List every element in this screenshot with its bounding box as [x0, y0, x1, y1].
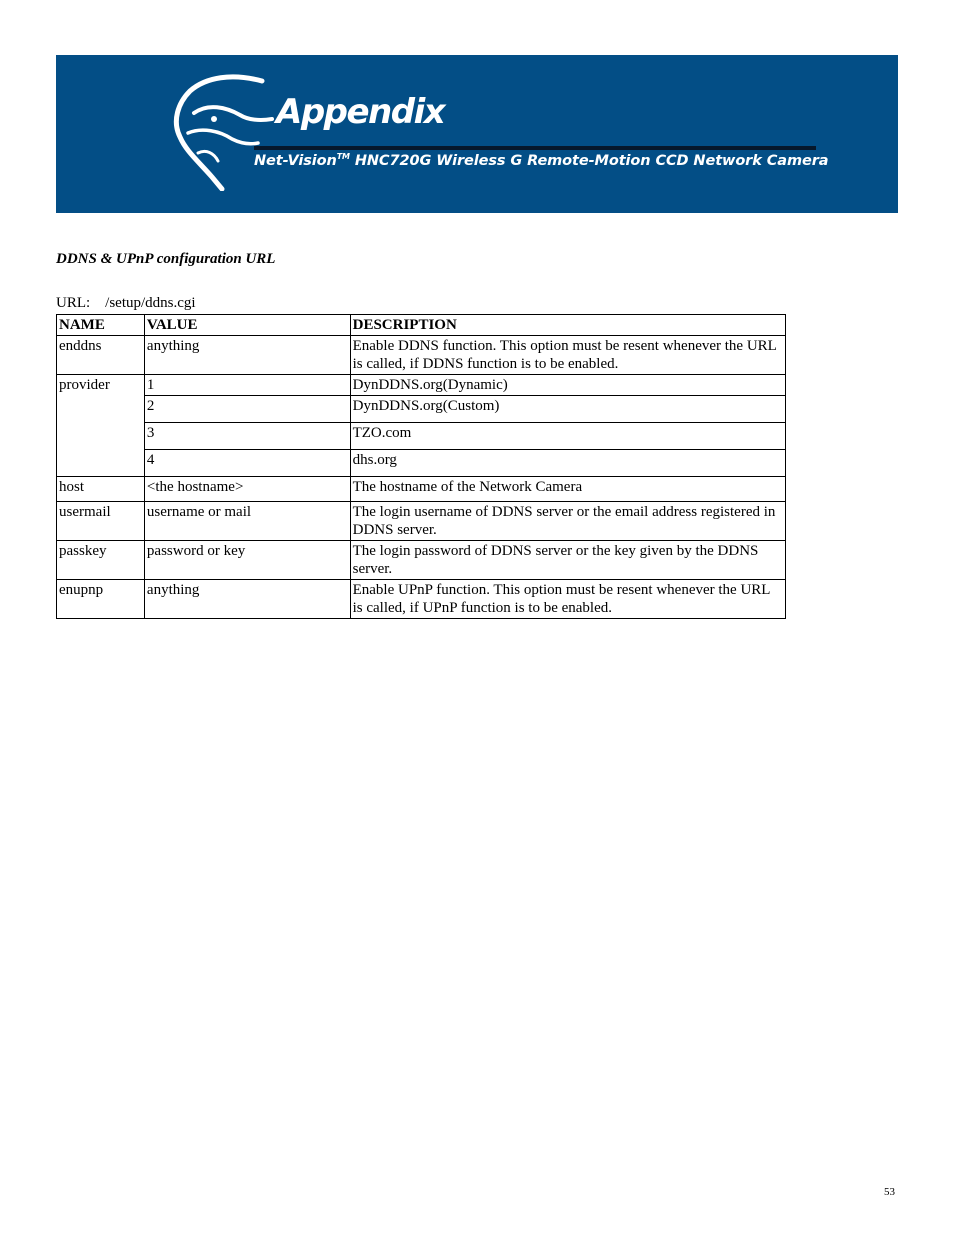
table-row: [57, 502, 786, 541]
param-description: DynDDNS.org(Custom): [350, 396, 785, 423]
param-value: 3: [144, 423, 350, 450]
param-value: anything: [144, 336, 350, 375]
column-header-description: DESCRIPTION: [350, 315, 785, 336]
url-value: /setup/ddns.cgi: [105, 295, 196, 311]
page-title: Appendix: [276, 92, 445, 132]
param-description: The hostname of the Network Camera: [350, 477, 785, 502]
url-label: URL:: [56, 295, 91, 311]
appendix-banner: [56, 55, 898, 213]
param-description: The login username of DDNS server or the email address registered in DDNS server.: [350, 502, 785, 541]
param-value: 1: [144, 375, 350, 396]
param-value: 4: [144, 450, 350, 477]
param-name: usermail: [57, 502, 145, 541]
param-name: enddns: [57, 336, 145, 375]
banner-divider: [254, 146, 816, 150]
product-name: HNC720G Wireless G Remote-Motion CCD Network Camera: [354, 152, 829, 169]
param-name: passkey: [57, 541, 145, 580]
table-header-row: [57, 315, 786, 336]
banner-subtitle: [254, 152, 828, 169]
param-value: <the hostname>: [144, 477, 350, 502]
section-title: DDNS & UPnP configuration URL: [56, 251, 276, 267]
ddns-parameters-table: [56, 314, 786, 619]
table-row: [57, 396, 786, 423]
column-header-name: NAME: [57, 315, 145, 336]
column-header-value: VALUE: [144, 315, 350, 336]
param-value: 2: [144, 396, 350, 423]
param-name: host: [57, 477, 145, 502]
param-description: dhs.org: [350, 450, 785, 477]
param-description: The login password of DDNS server or the key given by the DDNS server.: [350, 541, 785, 580]
param-value: password or key: [144, 541, 350, 580]
url-line: [56, 295, 196, 312]
param-description: Enable UPnP function. This option must be resent whenever the URL is called, if UPnP function is to be enabled.: [350, 580, 785, 619]
param-value: anything: [144, 580, 350, 619]
bird-head-logo-icon: [168, 73, 276, 191]
param-description: DynDDNS.org(Dynamic): [350, 375, 785, 396]
table-row: [57, 423, 786, 450]
page-number: 53: [884, 1186, 895, 1198]
table-row: [57, 336, 786, 375]
param-name: provider: [57, 375, 145, 477]
param-description: TZO.com: [350, 423, 785, 450]
trademark-mark: TM: [336, 152, 350, 161]
table-row: [57, 580, 786, 619]
table-row: [57, 450, 786, 477]
param-value: username or mail: [144, 502, 350, 541]
brand-name: Net-Vision: [254, 152, 337, 169]
table-row: [57, 375, 786, 396]
param-name: enupnp: [57, 580, 145, 619]
table-row: [57, 541, 786, 580]
param-description: Enable DDNS function. This option must be resent whenever the URL is called, if DDNS function is to be enabled.: [350, 336, 785, 375]
table-row: [57, 477, 786, 502]
